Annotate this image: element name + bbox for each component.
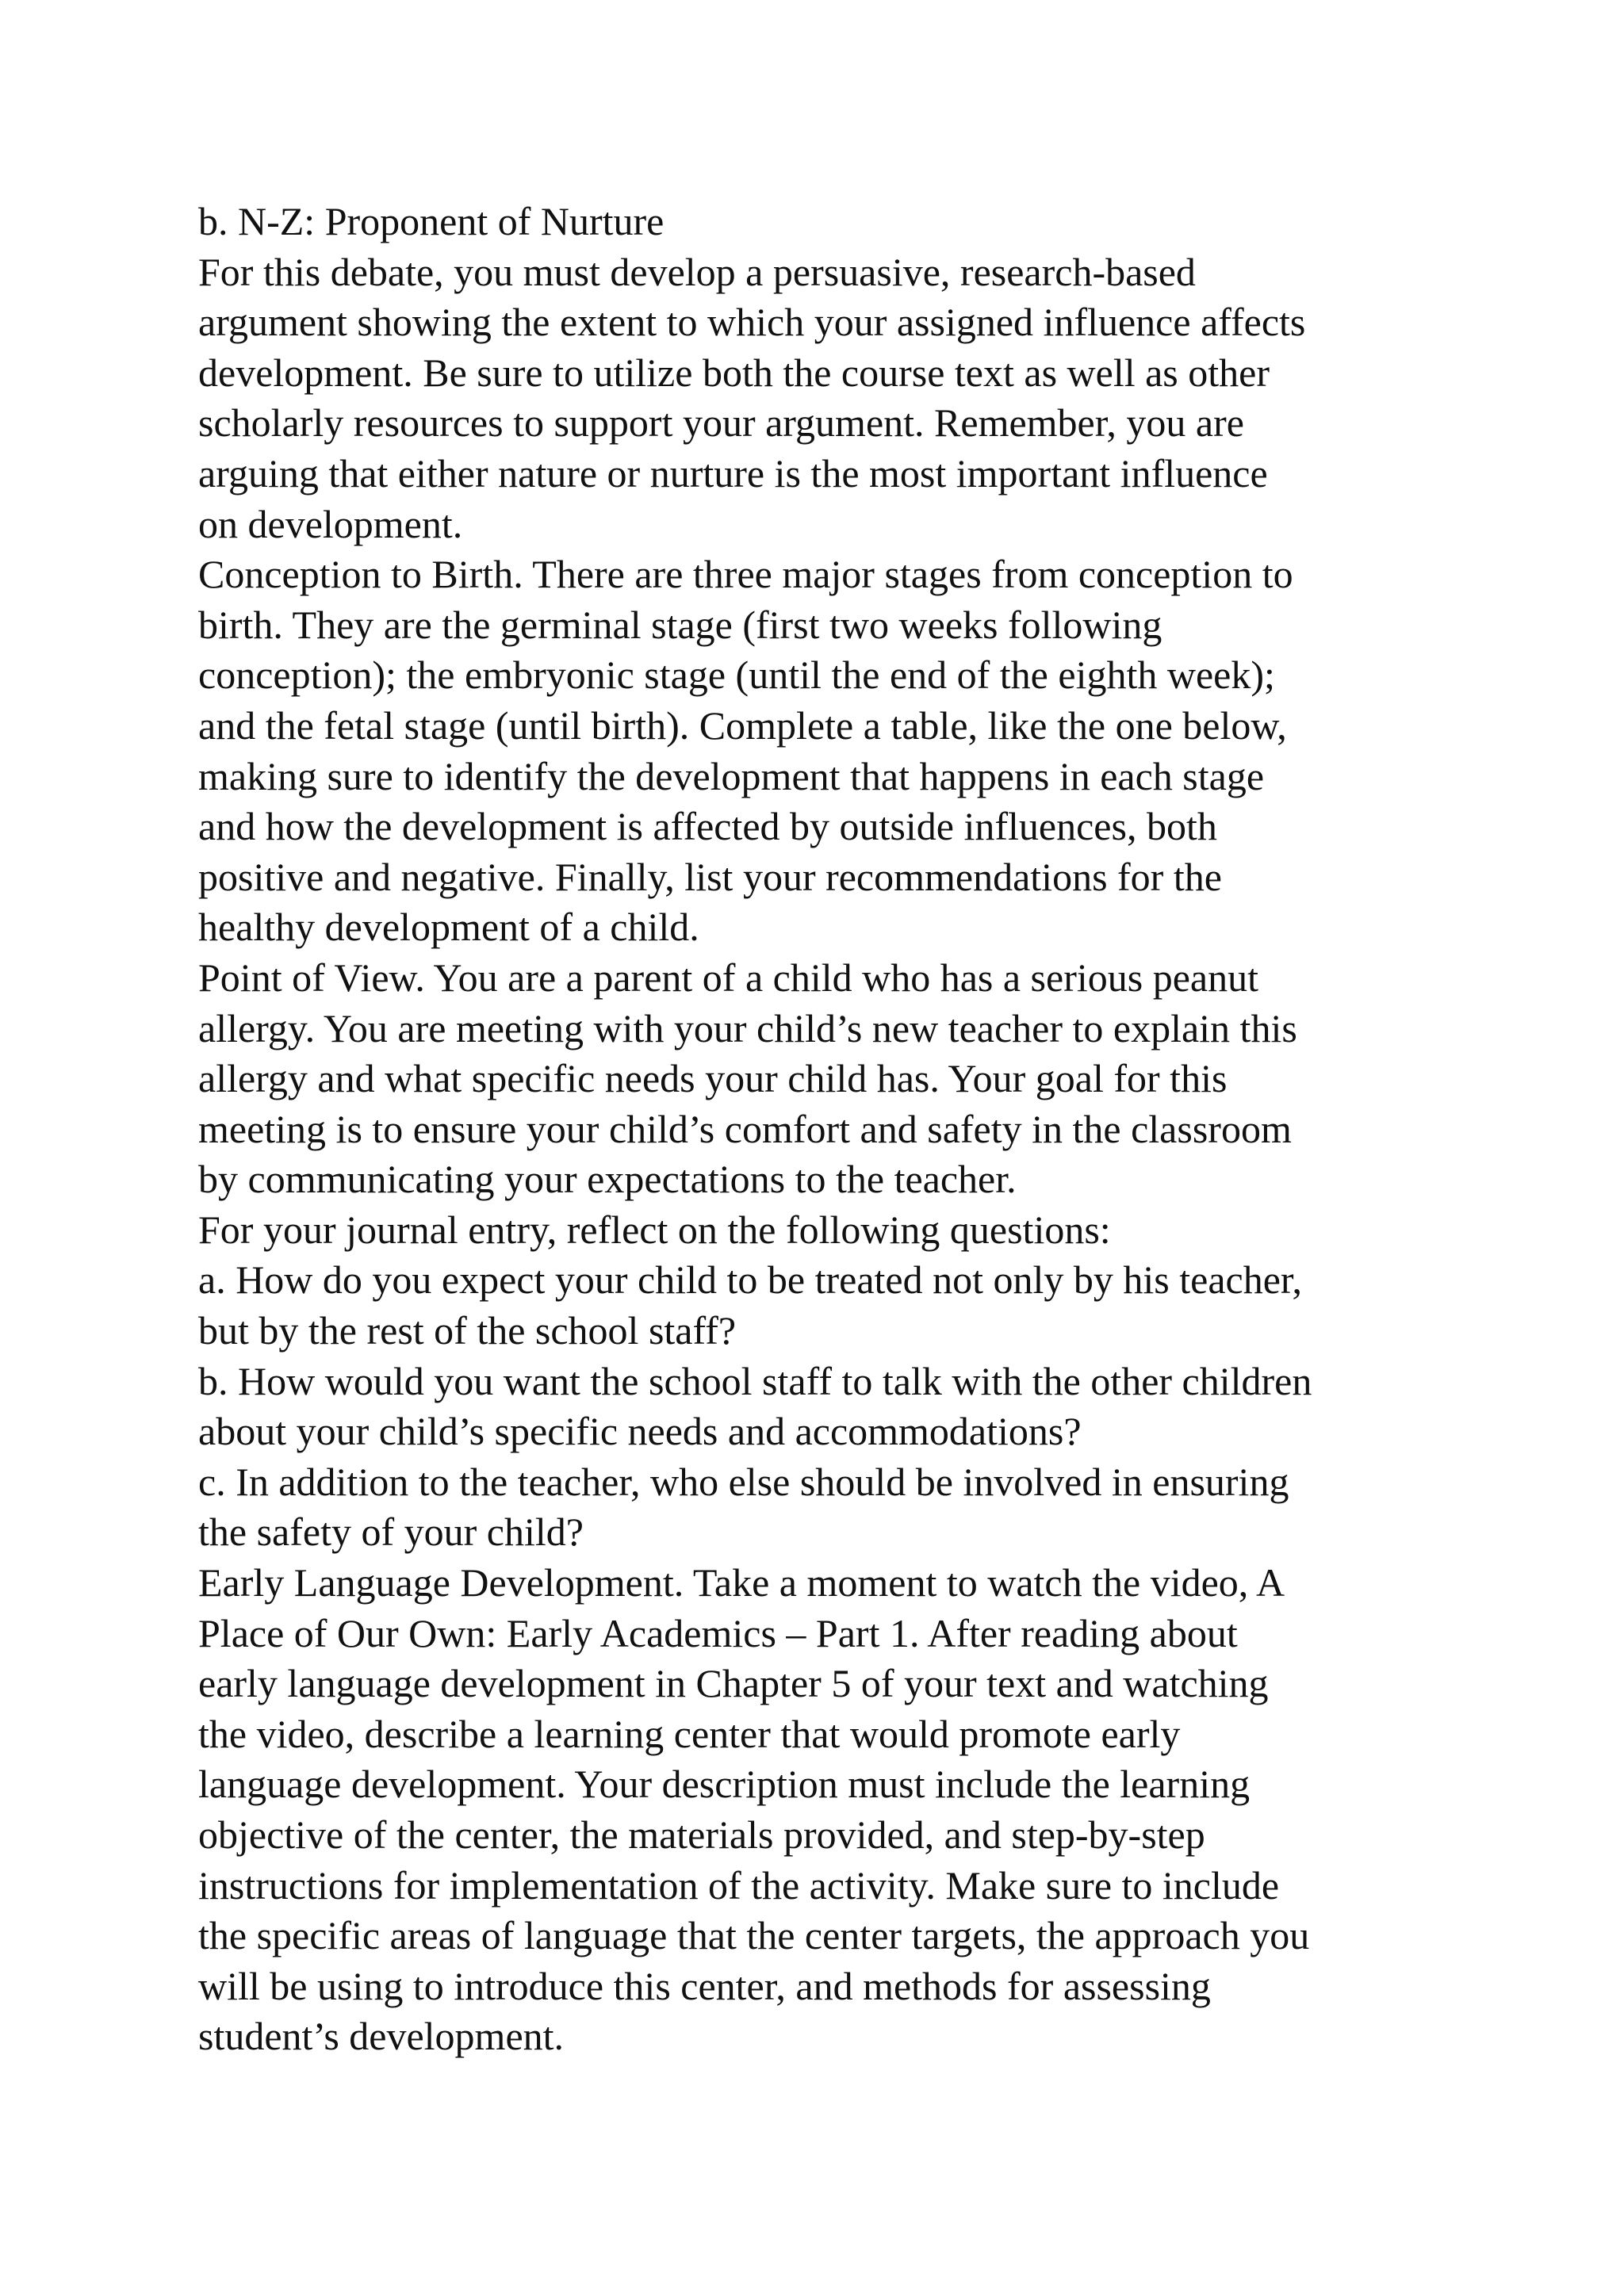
text-line: Conception to Birth. There are three major stages from conception to xyxy=(198,552,1293,597)
text-line: objective of the center, the materials provided, and step-by-step xyxy=(198,1812,1205,1857)
text-line: making sure to identify the development that happens in each stage xyxy=(198,753,1265,798)
text-line: and the fetal stage (until birth). Complete a table, like the one below, xyxy=(198,702,1287,748)
text-line: Place of Our Own: Early Academics – Part 1. After reading about xyxy=(198,1610,1238,1655)
text-line: but by the rest of the school staff? xyxy=(198,1308,737,1353)
text-line: For this debate, you must develop a persuasive, research-based xyxy=(198,249,1196,294)
text-line: a. How do you expect your child to be treated not only by his teacher, xyxy=(198,1257,1303,1303)
text-line: Early Language Development. Take a moment to watch the video, A xyxy=(198,1560,1285,1605)
text-line: the specific areas of language that the center targets, the approach you xyxy=(198,1913,1310,1958)
text-line: by communicating your expectations to the teacher. xyxy=(198,1157,1017,1202)
text-line: positive and negative. Finally, list your recommendations for the xyxy=(198,854,1222,899)
text-line: c. In addition to the teacher, who else should be involved in ensuring xyxy=(198,1459,1289,1504)
text-line: meeting is to ensure your child’s comfort and safety in the classroom xyxy=(198,1106,1292,1151)
text-line: student’s development. xyxy=(198,2014,565,2059)
text-line: language development. Your description must include the learning xyxy=(198,1762,1251,1807)
text-line: instructions for implementation of the activity. Make sure to include xyxy=(198,1862,1280,1908)
text-line: arguing that either nature or nurture is the most important influence xyxy=(198,450,1268,496)
text-line: on development. xyxy=(198,501,463,546)
text-line: about your child’s specific needs and accommodations? xyxy=(198,1409,1082,1454)
text-line: the video, describe a learning center that would promote early xyxy=(198,1711,1181,1756)
text-line: allergy. You are meeting with your child’s new teacher to explain this xyxy=(198,1005,1297,1050)
text-line: argument showing the extent to which your assigned influence affects xyxy=(198,300,1306,345)
text-line: healthy development of a child. xyxy=(198,905,699,950)
text-line: b. N-Z: Proponent of Nurture xyxy=(198,199,665,243)
text-line: b. How would you want the school staff to talk with the other children xyxy=(198,1358,1312,1403)
text-line: For your journal entry, reflect on the following questions: xyxy=(198,1207,1111,1252)
text-line: Point of View. You are a parent of a child who has a serious peanut xyxy=(198,955,1258,1000)
text-line: scholarly resources to support your argument. Remember, you are xyxy=(198,400,1244,446)
document-body xyxy=(198,197,1435,2062)
text-line: the safety of your child? xyxy=(198,1510,584,1555)
text-line: will be using to introduce this center, and methods for assessing xyxy=(198,1963,1211,2008)
text-line: and how the development is affected by outside influences, both xyxy=(198,804,1217,849)
text-line: birth. They are the germinal stage (first two weeks following xyxy=(198,602,1162,647)
text-line: development. Be sure to utilize both the course text as well as other xyxy=(198,350,1270,395)
text-line: conception); the embryonic stage (until the end of the eighth week); xyxy=(198,652,1275,698)
text-line: allergy and what specific needs your child has. Your goal for this xyxy=(198,1056,1228,1101)
text-line: early language development in Chapter 5 of your text and watching xyxy=(198,1661,1269,1706)
